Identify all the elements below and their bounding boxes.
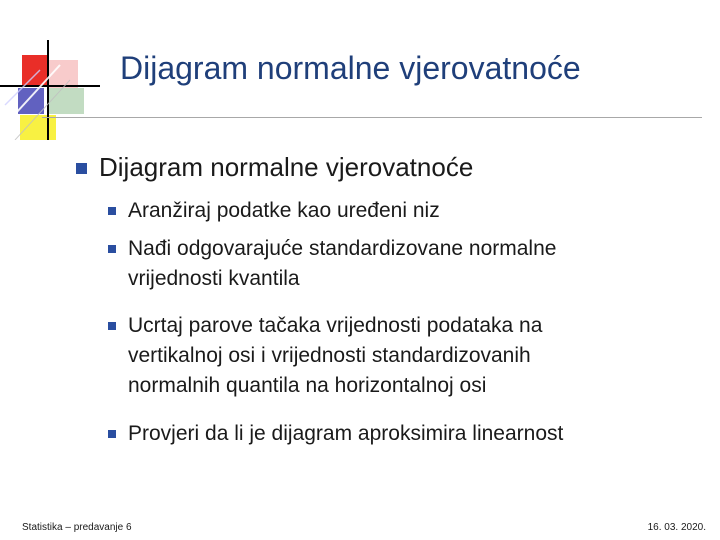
sub-bullet-line: Provjeri da li je dijagram aproksimira linearnost xyxy=(128,422,564,445)
square-bullet-icon xyxy=(108,245,116,253)
square-bullet-icon xyxy=(108,430,116,438)
sub-bullet-line: vertikalnoj osi i vrijednosti standardizovanih xyxy=(128,344,531,367)
sub-bullet-line: vrijednosti kvantila xyxy=(128,267,300,290)
sub-bullet-4 xyxy=(108,419,563,449)
sub-bullet-1 xyxy=(108,196,440,226)
slide-title: Dijagram normalne vjerovatnoće xyxy=(120,50,581,86)
sub-bullet-line: Ucrtaj parove tačaka vrijednosti podataka na xyxy=(128,314,543,337)
main-bullet-text: Dijagram normalne vjerovatnoće xyxy=(99,152,474,182)
sub-bullet-2 xyxy=(108,234,556,294)
sub-bullet-line: normalnih quantila na horizontalnoj osi xyxy=(128,374,487,397)
main-bullet xyxy=(76,152,473,183)
decorative-logo-icon xyxy=(0,40,100,140)
square-bullet-icon xyxy=(76,163,87,174)
footer-course: Statistika – predavanje 6 xyxy=(22,522,132,533)
square-bullet-icon xyxy=(108,322,116,330)
title-divider xyxy=(42,117,702,118)
footer-date: 16. 03. 2020. xyxy=(647,522,706,533)
sub-bullet-line: Nađi odgovarajuće standardizovane normalne xyxy=(128,237,557,260)
sub-bullet-line: Aranžiraj podatke kao uređeni niz xyxy=(128,199,440,222)
square-bullet-icon xyxy=(108,207,116,215)
sub-bullet-3 xyxy=(108,311,542,401)
